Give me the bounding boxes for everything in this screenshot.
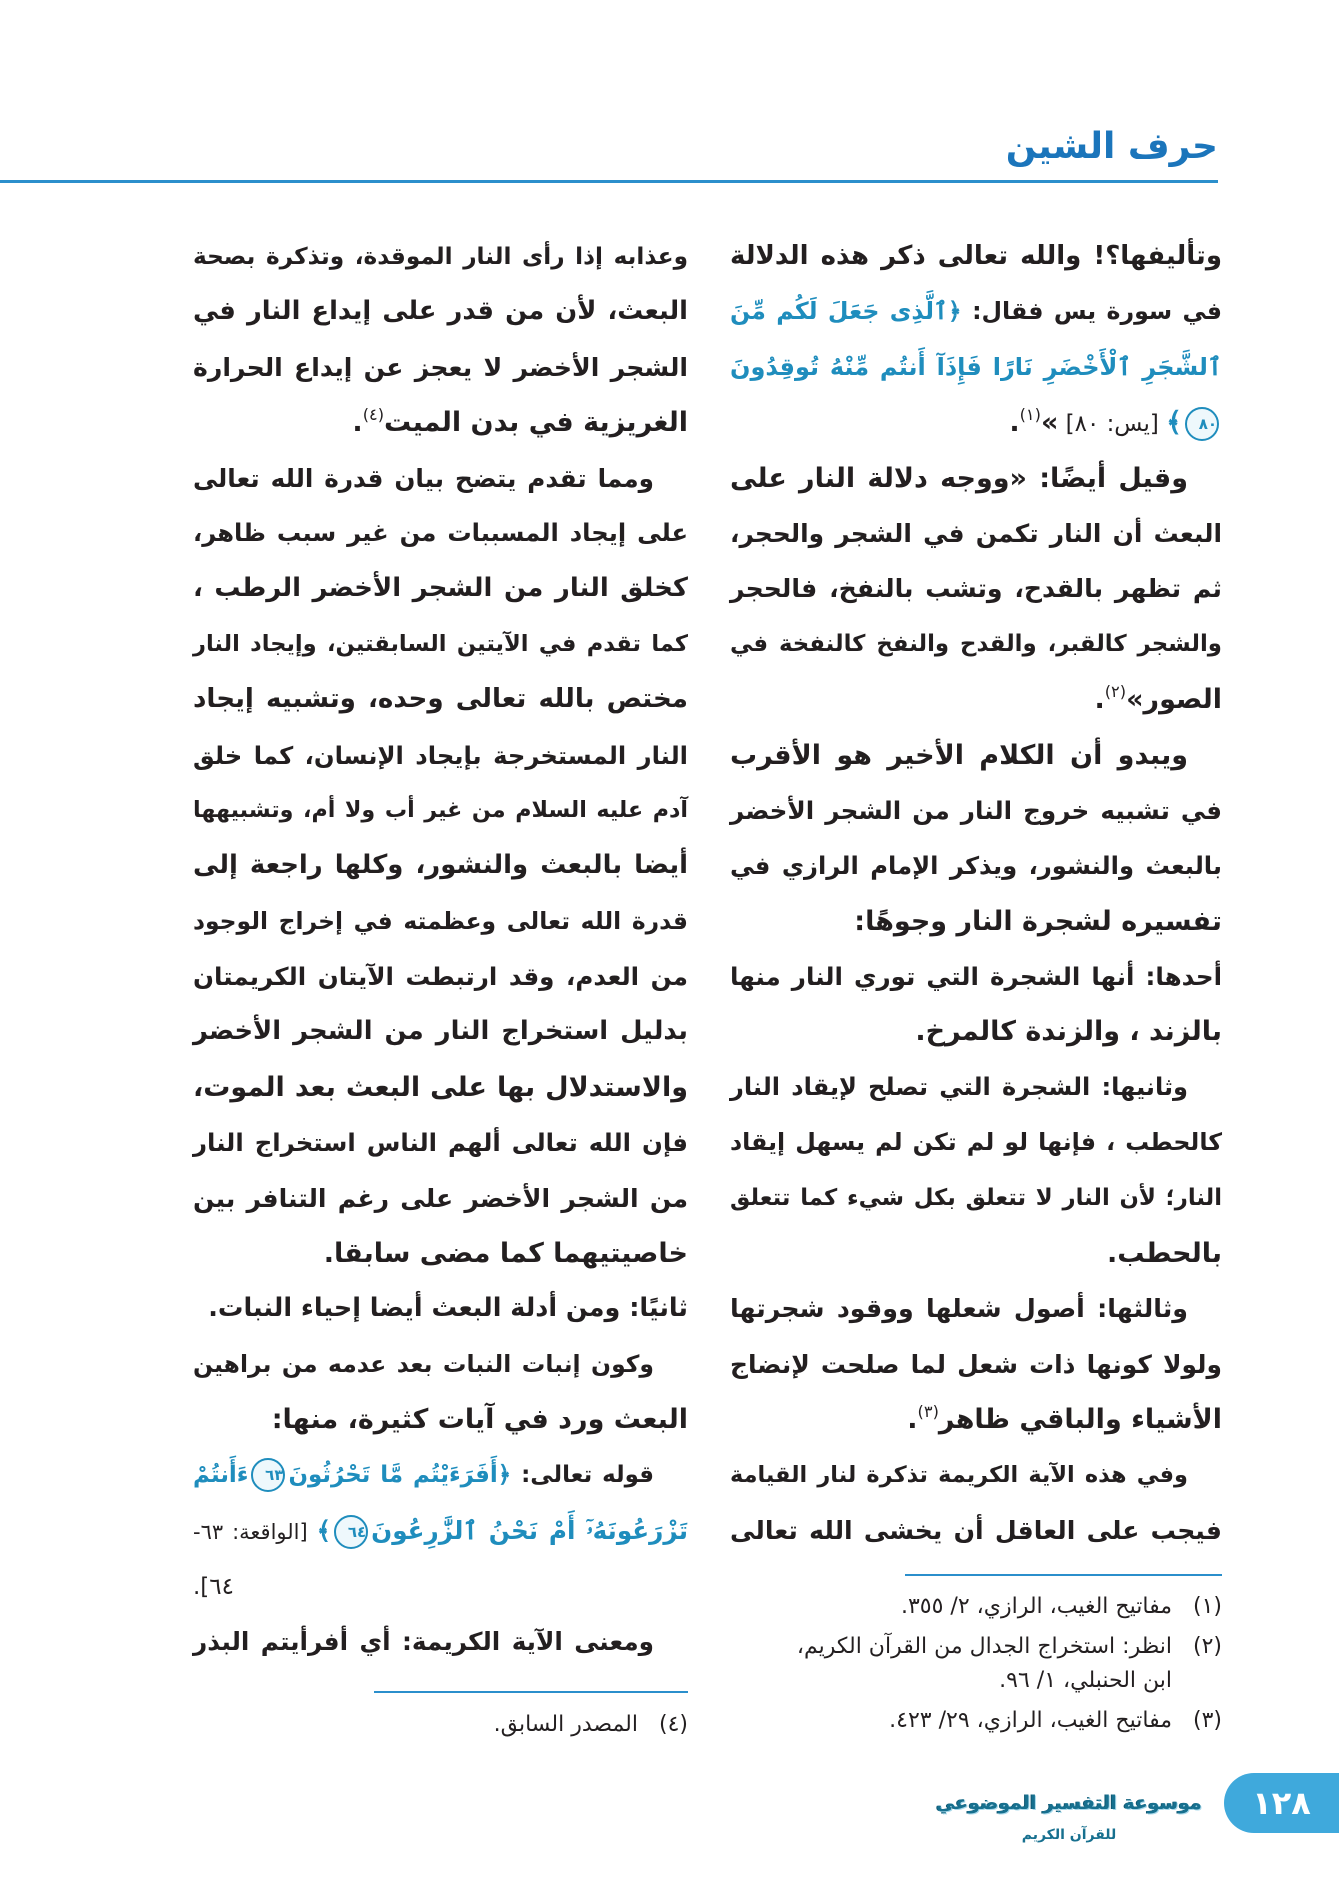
line-content [730,519,1222,548]
text-line [730,672,1222,727]
body-text: في تشبيه خروج النار من الشجر الأخضر [730,795,1222,825]
left-text-column [193,229,688,1669]
footnote-divider [374,1691,688,1693]
body-text: . [1094,684,1105,716]
footnote-text: انظر: استخراج الجدال من القرآن الكريم، [796,1634,1172,1659]
body-text: أحدها: أنها الشجرة التي توري النار منها [730,962,1222,992]
line-content [1107,1238,1222,1269]
text-line [193,1448,688,1503]
quran-text: ﴿أَفَرَءَيْتُم مَّا تَحْرُثُونَ [288,1461,512,1488]
ayah-number-badge: ٦٣ [251,1458,285,1492]
line-content [730,1350,1222,1379]
quran-text: ﴿ٱلَّذِى جَعَلَ لَكُم مِّنَ [730,297,962,326]
section-title: حرف الشين [1005,126,1218,167]
encyclopedia-logo [932,1782,1206,1854]
body-text: الأشياء والباقي ظاهر [938,1404,1222,1436]
quran-text: ﴾ [316,1515,332,1545]
body-text: قوله تعالى: [511,1461,654,1488]
body-text: فإن الله تعالى ألهم الناس استخراج النار [193,1128,688,1158]
line-content [193,1570,234,1601]
body-text: مختص بالله تعالى وحده، وتشبيه إيجاد [193,684,688,715]
body-text: خاصيتيهما كما مضى سابقا. [323,1238,688,1270]
quran-text: ٱلشَّجَرِ ٱلْأَخْضَرِ نَارًا فَإِذَآ أَنتُم مِّنْهُ تُوقِدُونَ [730,352,1222,381]
text-line [193,1614,688,1669]
line-content [272,1404,688,1435]
line-content [854,906,1222,937]
body-text: على إيجاد المسببات من غير سبب ظاهر، [193,518,688,547]
text-line [730,949,1222,1004]
body-text: كما تقدم في الآيتين السابقتين، وإيجاد النار [193,630,688,657]
footnote-ref: (٣) [917,1401,939,1421]
line-content [352,404,688,439]
footnote-text: مفاتيح الغيب، الرازي، ٢/ ٣٥٥. [900,1594,1172,1619]
text-line [193,783,688,838]
body-text: والشجر كالقبر، والقدح والنفخ كالنفخة في [730,630,1222,657]
text-line [193,838,688,893]
text-line [193,1060,688,1115]
verse-citation: [الواقعة: ٦٣- [193,1519,317,1544]
body-text: البعث ورد في آيات كثيرة، منها: [271,1404,688,1436]
line-content [193,1350,654,1378]
line-content [730,796,1222,825]
body-text: كالحطب ، فإنها لو لم تكن لم يسهل إيقاد [730,1128,1222,1157]
body-text: النار؛ لأن النار لا تتعلق بكل شيء كما تتعلق [730,1184,1222,1211]
body-text: ويبدو أن الكلام الأخير هو الأقرب [730,739,1188,771]
text-line [193,340,688,395]
text-line [730,1060,1222,1115]
body-text: . [907,1404,918,1436]
footnote [730,1630,1222,1698]
body-text: ومعنى الآية الكريمة: أي أفرأيتم البذر [193,1626,654,1656]
line-content [730,740,1188,771]
quran-text: تَزْرَعُونَهُۥٓ أَمْ نَحْنُ ٱلزَّٰرِعُونَ [371,1515,688,1545]
body-text: آدم عليه السلام من غير أب ولا أم، وتشبيهها [193,796,688,823]
body-text: والاستدلال بها على البعث بعد الموت، [193,1071,688,1103]
body-text: ولولا كونها ذات شعل لما صلحت لإنضاج [730,1349,1222,1379]
line-content [193,1128,688,1157]
body-text: ومما تقدم يتضح بيان قدرة الله تعالى [193,463,654,493]
body-text: فيجب على العاقل أن يخشى الله تعالى [730,1515,1222,1545]
line-content [730,297,1222,325]
text-line [730,561,1222,616]
footnote-number: (١) [1192,1594,1222,1619]
text-line [730,506,1222,561]
line-content [915,1016,1222,1047]
body-text: الغريزية في بدن الميت [384,407,688,439]
line-content [193,1184,688,1213]
line-content [193,1462,654,1488]
text-line [193,617,688,672]
line-content [193,1627,654,1656]
text-line [193,1558,688,1613]
text-line [193,672,688,727]
line-content [193,1072,688,1103]
body-text: وعذابه إذا رأى النار الموقدة، وتذكرة بصحة [193,243,688,270]
text-line [730,783,1222,838]
line-content [193,850,688,880]
line-content [324,1238,688,1269]
text-line [730,1337,1222,1392]
line-content [193,1516,688,1545]
line-content [730,574,1222,603]
footnote-number: (٤) [658,1712,688,1737]
body-text: تفسيره لشجرة النار وجوهًا: [854,905,1222,937]
line-content [730,1516,1222,1545]
ayah-number-badge: ٨٠ [1185,407,1219,441]
text-line [193,395,688,450]
verse-citation: ٦٤]. [193,1574,234,1601]
line-content [730,241,1222,271]
text-line [730,284,1222,339]
text-line [730,894,1222,949]
text-line [730,340,1222,395]
body-text: قدرة الله تعالى وعظمته في إخراج الوجود [193,906,688,935]
line-content [1094,681,1222,716]
body-text: الصور» [1126,684,1222,716]
body-text: بالحطب. [1106,1238,1222,1270]
body-text: بالزند ، والزندة كالمرخ. [915,1016,1222,1048]
line-content [193,962,688,991]
body-text: البعث، لأن من قدر على إيداع النار في [193,296,688,327]
body-text: أيضا بالبعث والنشور، وكلها راجعة إلى [193,850,688,881]
ayah-number-badge: ٦٤ [334,1515,368,1549]
line-content [730,1462,1188,1488]
line-content [730,1294,1188,1323]
text-line [193,1115,688,1170]
text-line [193,1004,688,1059]
footnote-ref: (١) [1019,404,1041,424]
quran-text: ءَأَنتُمْ [193,1461,249,1488]
body-text: البعث أن النار تكمن في الشجر والحجر، [730,518,1222,548]
line-content [1009,404,1222,439]
line-content [730,1128,1222,1156]
body-text: من العدم، وقد ارتبطت الآيتان الكريمتان [193,962,688,992]
body-text: ثم تظهر بالقدح، وتشب بالنفخ، فالحجر [730,574,1222,604]
quran-text: ﴾ [1166,407,1182,439]
right-text-column [730,229,1222,1558]
line-content [730,962,1222,991]
text-line [730,1171,1222,1226]
line-content [730,463,1188,494]
text-line [730,1004,1222,1059]
text-line [730,1503,1222,1558]
line-content [730,1073,1188,1101]
body-text: » [1040,407,1059,439]
footnote-number: (٣) [1192,1708,1222,1733]
body-text: . [1009,407,1020,439]
line-content [193,519,688,547]
footnote-ref: (٢) [1104,681,1127,701]
body-text: في سورة يس فقال: [961,297,1222,326]
text-line [730,451,1222,506]
line-content [730,353,1222,381]
text-line [730,395,1222,450]
footnotes-left [193,1708,688,1748]
text-line [193,894,688,949]
text-line [193,728,688,783]
verse-citation: [يس: ٨٠] [1058,411,1167,438]
text-line [730,1226,1222,1281]
footnote [193,1708,688,1742]
footnote-text: مفاتيح الغيب، الرازي، ٢٩/ ٤٢٣. [889,1708,1172,1733]
body-text: وتأليفها؟! والله تعالى ذكر هذه الدلالة [730,241,1222,271]
footnote-ref: (٤) [362,404,385,424]
body-text: الشجر الأخضر لا يعجز عن إيداع الحرارة [193,352,688,382]
line-content [193,684,688,714]
text-line [193,1337,688,1392]
footnote [730,1590,1222,1624]
text-line [193,1226,688,1281]
text-line [193,1503,688,1558]
body-text: ثانيًا: ومن أدلة البعث أيضا إحياء النبات. [208,1293,688,1324]
line-content [193,907,688,935]
logo-subtitle: للقرآن الكريم [1021,1827,1117,1843]
body-text: . [352,407,363,439]
text-line [730,1448,1222,1503]
line-content [730,631,1222,657]
text-line [193,506,688,561]
line-content [208,1293,688,1323]
text-line [730,229,1222,284]
text-line [193,949,688,1004]
body-text: وفي هذه الآية الكريمة تذكرة لنار القيامة [730,1461,1188,1488]
body-text: وثالثها: أصول شعلها ووقود شجرتها [730,1294,1188,1324]
text-line [193,229,688,284]
text-line [193,1171,688,1226]
body-text: وثانيها: الشجرة التي تصلح لإيقاد النار [730,1072,1188,1101]
footnote-text: ابن الحنبلي، ١/ ٩٦. [999,1668,1172,1693]
footnote-divider [905,1574,1222,1576]
body-text: النار المستخرجة بإيجاد الإنسان، كما خلق [193,740,688,770]
line-content [730,851,1222,880]
text-line [193,284,688,339]
text-line [730,617,1222,672]
logo-title: موسوعة التفسير الموضوعي [936,1792,1202,1814]
text-line [730,1281,1222,1336]
body-text: بدليل استخراج النار من الشجر الأخضر [193,1016,688,1047]
body-text: وقيل أيضًا: «ووجه دلالة النار على [730,462,1188,494]
line-content [193,243,688,270]
line-content [193,797,688,823]
text-line [193,1392,688,1447]
text-line [193,451,688,506]
line-content [193,573,688,603]
text-line [730,1115,1222,1170]
page-number: ١٢٨ [1224,1773,1339,1833]
body-text: بالبعث والنشور، ويذكر الإمام الرازي في [730,851,1222,881]
line-content [193,631,688,657]
line-content [907,1401,1222,1436]
line-content [193,1016,688,1046]
line-content [730,1185,1222,1211]
footnote-number: (٢) [1192,1634,1222,1659]
header-divider [0,180,1218,183]
text-line [193,561,688,616]
body-text: كخلق النار من الشجر الأخضر الرطب ، [193,573,688,604]
footnote [730,1704,1222,1738]
text-line [730,1392,1222,1447]
body-text: من الشجر الأخضر على رغم التنافر بين [193,1183,688,1213]
body-text: وكون إنبات النبات بعد عدمه من براهين [193,1349,654,1378]
text-line [193,1281,688,1336]
line-content [193,353,688,382]
line-content [193,741,688,770]
text-line [730,838,1222,893]
line-content [193,296,688,326]
text-line [730,728,1222,783]
footnotes-right [730,1590,1222,1744]
footnote-text: المصدر السابق. [493,1712,638,1737]
line-content [193,464,654,493]
